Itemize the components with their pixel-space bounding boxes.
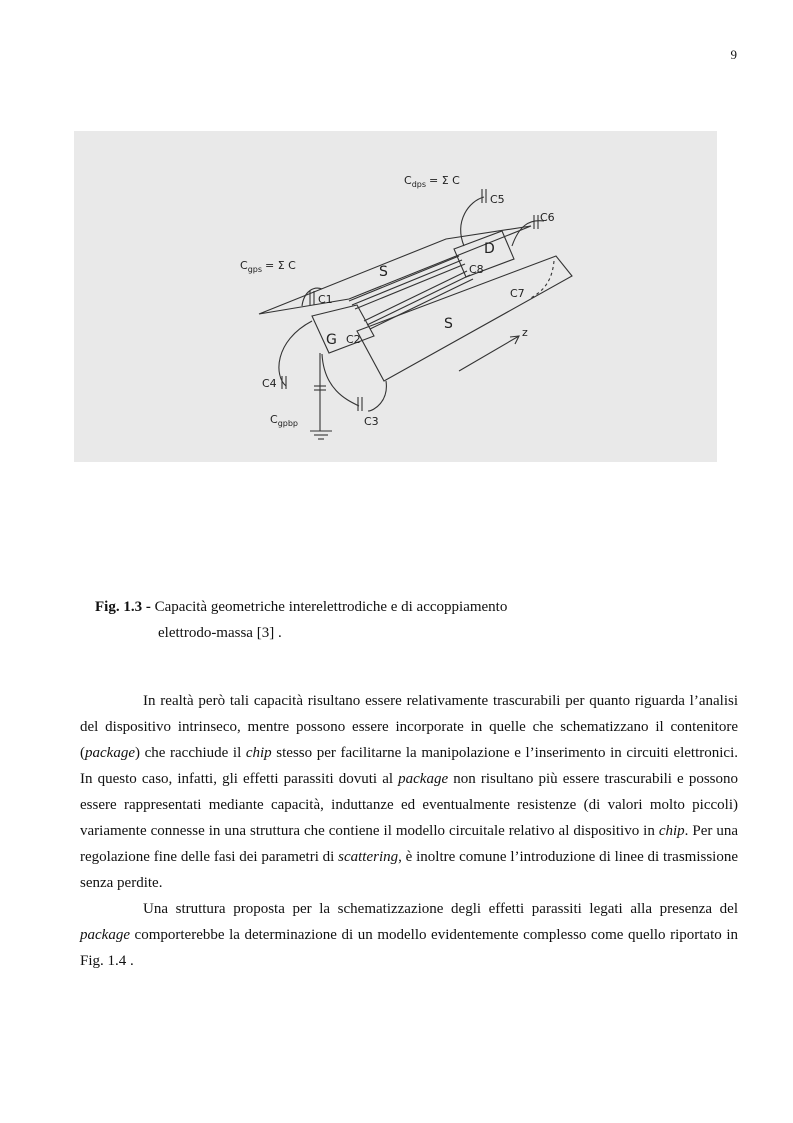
text-run: . Per una regolazione fine delle fasi dei parametri di xyxy=(80,823,738,865)
label-c3: C3 xyxy=(364,415,379,428)
label-gate: G xyxy=(326,332,337,348)
text-run: ) che racchiude il xyxy=(134,745,246,761)
label-s-bottom: S xyxy=(444,316,453,332)
label-c1: C1 xyxy=(318,293,333,306)
figure-1-3 xyxy=(74,131,717,462)
caption-label: Fig. 1.3 xyxy=(95,599,143,615)
text-run: package xyxy=(85,745,135,761)
text-run: Una struttura proposta per la schematizzazione degli effetti parassiti legati alla presenza del xyxy=(143,901,738,917)
label-cgps: $C_{gps} = \Sigma$ C xyxy=(240,259,296,274)
text-run: scattering xyxy=(338,849,399,865)
source-electrode-top xyxy=(259,226,531,314)
paragraph-1 xyxy=(80,688,738,896)
label-cdps: $C_{dps} = \Sigma$ C xyxy=(404,174,460,189)
label-c2: C2 xyxy=(346,333,361,346)
text-run: , è inoltre comune l’introduzione di linee di trasmissione senza perdite. xyxy=(80,849,738,891)
body-text xyxy=(80,688,738,974)
caption-line-2: elettrodo-massa [3] . xyxy=(158,625,282,641)
electrode-capacitance-diagram xyxy=(74,131,717,462)
text-run: chip xyxy=(245,745,272,761)
text-run: chip xyxy=(658,823,685,839)
paragraph-2 xyxy=(80,896,738,974)
text-run: non risultano più essere trascurabili e possono essere rappresentati mediante capacità, induttanze ed eventualmente resistenze (di valori molto piccoli) variamente connesse in una struttura che contiene il modello circuitale relativo al dispositivo in xyxy=(80,771,738,839)
label-z: z xyxy=(522,326,528,339)
label-s-top: S xyxy=(379,264,388,280)
label-c4: C4 xyxy=(262,377,277,390)
caption-line-1: Capacità geometriche interelettrodiche e di accoppiamento xyxy=(154,599,508,615)
label-c6: C6 xyxy=(540,211,555,224)
text-run: comporterebbe la determinazione di un modello evidentemente complesso come quello riportato in Fig. 1.4 . xyxy=(80,927,738,969)
label-cgpbp: $C_{gpbp}$ xyxy=(270,413,298,428)
label-c7: C7 xyxy=(510,287,525,300)
text-run: stesso per facilitarne la manipolazione e l’inserimento in circuiti elettronici. In questo caso, infatti, gli effetti parassiti dovuti al xyxy=(80,745,738,787)
page-number: 9 xyxy=(730,47,737,62)
label-c8: C8 xyxy=(469,263,484,276)
label-drain: D xyxy=(484,241,495,257)
text-run: package xyxy=(398,771,449,787)
text-run: package xyxy=(80,927,130,943)
figure-caption xyxy=(95,594,507,646)
label-c5: C5 xyxy=(490,193,505,206)
text-run: In realtà però tali capacità risultano essere relativamente trascurabili per quanto riguarda l’analisi del dispositivo intrinseco, mentre possono essere incorporate in quelle che schematizzano il contenitore ( xyxy=(80,693,738,761)
caption-separator: - xyxy=(142,599,155,615)
